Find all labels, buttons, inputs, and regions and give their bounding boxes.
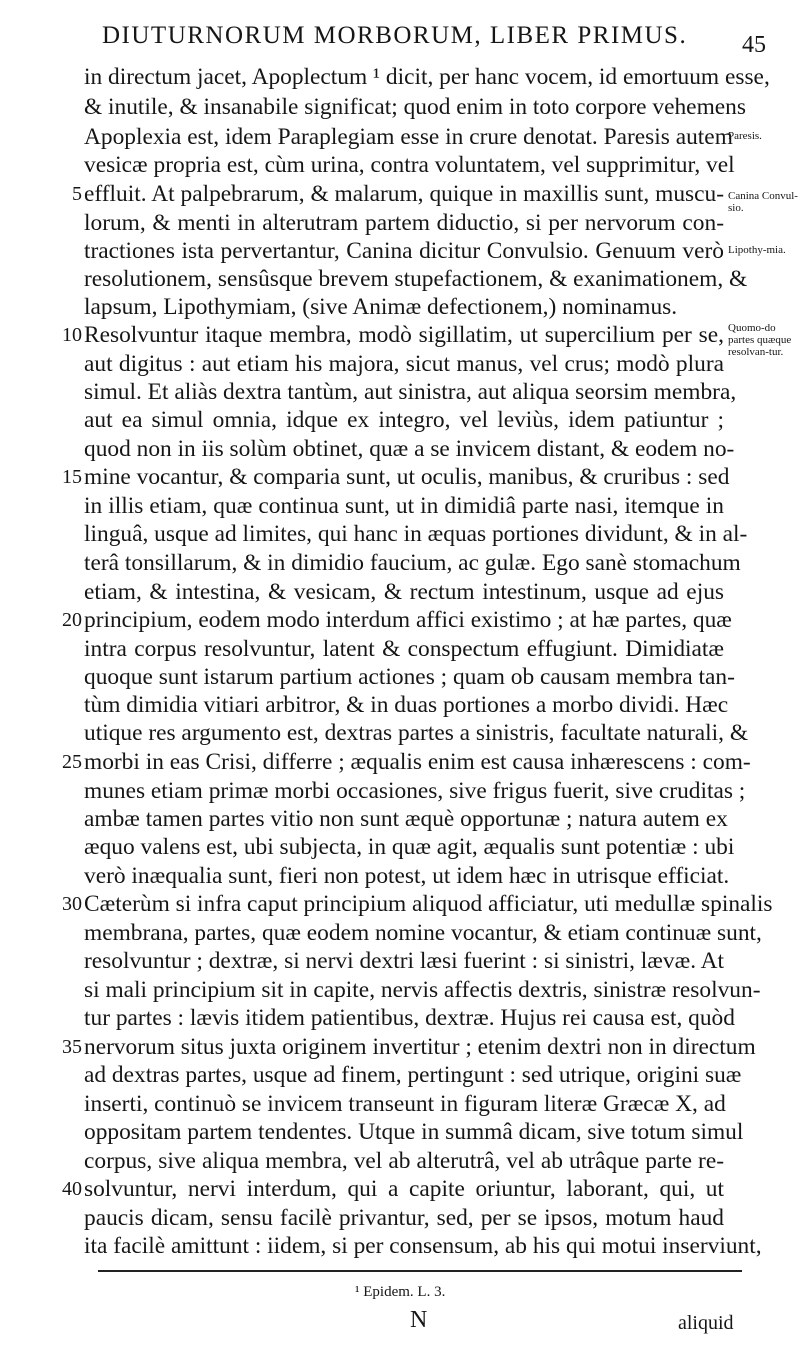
line-number: 30	[62, 893, 82, 915]
text-line: Resolvuntur itaque membra, modò sigillatim, ut supercilium per se,	[84, 322, 724, 348]
text-line: æquo valens est, ubi subjecta, in quæ agit, æqualis sunt potentiæ : ubi	[84, 834, 735, 860]
text-line: si mali principium sit in capite, nervis affectis dextris, sinistræ resolvun-	[84, 977, 761, 1003]
text-line: effluit. At palpebrarum, & malarum, quique in maxillis sunt, muscu-	[84, 181, 724, 207]
margin-note-canina-convulsio: Canina Convul-sio.	[728, 190, 798, 214]
footnote-rule	[98, 1270, 742, 1272]
text-line: in directum jacet, Apoplectum ¹ dicit, per hanc vocem, id emortuum esse,	[84, 64, 770, 90]
text-line: oppositam partem tendentes. Utque in summâ dicam, sive totum simul	[84, 1119, 744, 1145]
text-line: membrana, partes, quæ eodem nomine vocantur, & etiam continuæ sunt,	[84, 920, 762, 946]
signature-mark: N	[410, 1307, 428, 1333]
line-number: 40	[62, 1178, 82, 1200]
text-line: resolutionem, sensûsque brevem stupefactionem, & exanimationem, &	[84, 266, 748, 292]
page-number: 45	[742, 32, 766, 58]
text-line: quod non in iis solùm obtinet, quæ a se invicem distant, & eodem no-	[84, 436, 735, 462]
text-line: terâ tonsillarum, & in dimidio faucium, ac gulæ. Ego sanè stomachum	[84, 550, 741, 576]
line-number: 35	[62, 1036, 82, 1058]
text-line: Apoplexia est, idem Paraplegiam esse in crure denotat. Paresis autem	[84, 124, 733, 150]
text-line: etiam, & intestina, & vesicam, & rectum intestinum, usque ad ejus	[84, 579, 724, 605]
line-number: 10	[62, 324, 82, 346]
text-line: principium, eodem modo interdum affici existimo ; at hæ partes, quæ	[84, 607, 732, 633]
text-line: ambæ tamen partes vitio non sunt æquè opportunæ ; natura autem ex	[84, 806, 728, 832]
text-line: nervorum situs juxta originem invertitur ; etenim dextri non in directum	[84, 1034, 756, 1060]
text-line: aut ea simul omnia, idque ex integro, vel leviùs, idem patiuntur ;	[84, 407, 724, 433]
text-line: linguâ, usque ad limites, qui hanc in æquas portiones dividunt, & in al-	[84, 521, 748, 547]
margin-note-paresis: Paresis.	[728, 130, 762, 142]
line-number: 20	[62, 609, 82, 631]
text-line: utique res argumento est, dextras partes a sinistris, facultate naturali, &	[84, 720, 749, 746]
line-number: 5	[72, 183, 82, 205]
text-line: mine vocantur, & comparia sunt, ut oculis, manibus, & cruribus : sed	[84, 464, 730, 490]
text-line: munes etiam primæ morbi occasiones, sive frigus fuerit, sive cruditas ;	[84, 778, 746, 804]
text-line: tur partes : lævis itidem patientibus, dextræ. Hujus rei causa est, quòd	[84, 1005, 735, 1031]
text-line: resolvuntur ; dextræ, si nervi dextri læsi fuerint : si sinistri, lævæ. At	[84, 948, 724, 974]
text-line: paucis dicam, sensu facilè privantur, sed, per se ipsos, motum haud	[84, 1205, 724, 1231]
text-line: ad dextras partes, usque ad finem, pertingunt : sed utrique, origini suæ	[84, 1062, 742, 1088]
text-line: morbi in eas Crisi, differre ; æqualis enim est causa inhærescens : com-	[84, 749, 751, 775]
text-line: Cæterùm si infra caput principium aliquod afficiatur, uti medullæ spinalis	[84, 891, 773, 917]
text-line: quoque sunt istarum partium actiones ; quam ob causam membra tan-	[84, 664, 735, 690]
catchword: aliquid	[678, 1312, 734, 1334]
margin-note-quomodo-partes: Quomo-do partes quæque resolvan-tur.	[728, 322, 792, 358]
text-line: ita facilè amittunt : iidem, si per consensum, ab his qui motui inserviunt,	[84, 1233, 762, 1259]
footnote: ¹ Epidem. L. 3.	[355, 1284, 446, 1300]
text-line: tùm dimidia vitiari arbitror, & in duas portiones a morbo dividi. Hæc	[84, 692, 729, 718]
margin-note-lipothymia: Lipothy-mia.	[728, 244, 786, 256]
text-line: verò inæqualia sunt, fieri non potest, ut idem hæc in utrisque efficiat.	[84, 863, 730, 889]
running-title: DIUTURNORUM MORBORUM, LIBER PRIMUS.	[102, 22, 688, 49]
text-line: in illis etiam, quæ continua sunt, ut in dimidiâ parte nasi, itemque in	[84, 493, 724, 519]
text-line: tractiones ista pervertantur, Canina dicitur Convulsio. Genuum verò	[84, 238, 724, 264]
text-line: inserti, continuò se invicem transeunt in figuram literæ Græcæ X, ad	[84, 1091, 726, 1117]
text-line: lapsum, Lipothymiam, (sive Animæ defectionem,) nominamus.	[84, 294, 678, 320]
text-line: corpus, sive aliqua membra, vel ab alterutrâ, vel ab utrâque parte re-	[84, 1148, 724, 1174]
text-line: lorum, & menti in alterutram partem diductio, si per nervorum con-	[84, 210, 724, 236]
text-line: simul. Et aliàs dextra tantùm, aut sinistra, aut aliqua seorsim membra,	[84, 379, 737, 405]
text-line: vesicæ propria est, cùm urina, contra voluntatem, vel supprimitur, vel	[84, 152, 735, 178]
text-line: solvuntur, nervi interdum, qui a capite oriuntur, laborant, qui, ut	[84, 1176, 724, 1202]
line-number: 25	[62, 751, 82, 773]
text-line: intra corpus resolvuntur, latent & conspectum effugiunt. Dimidiatæ	[84, 636, 724, 662]
text-line: & inutile, & insanabile significat; quod enim in toto corpore vehemens	[84, 94, 746, 120]
line-number: 15	[62, 466, 82, 488]
text-line: aut digitus : aut etiam his majora, sicut manus, vel crus; modò plura	[84, 351, 724, 377]
